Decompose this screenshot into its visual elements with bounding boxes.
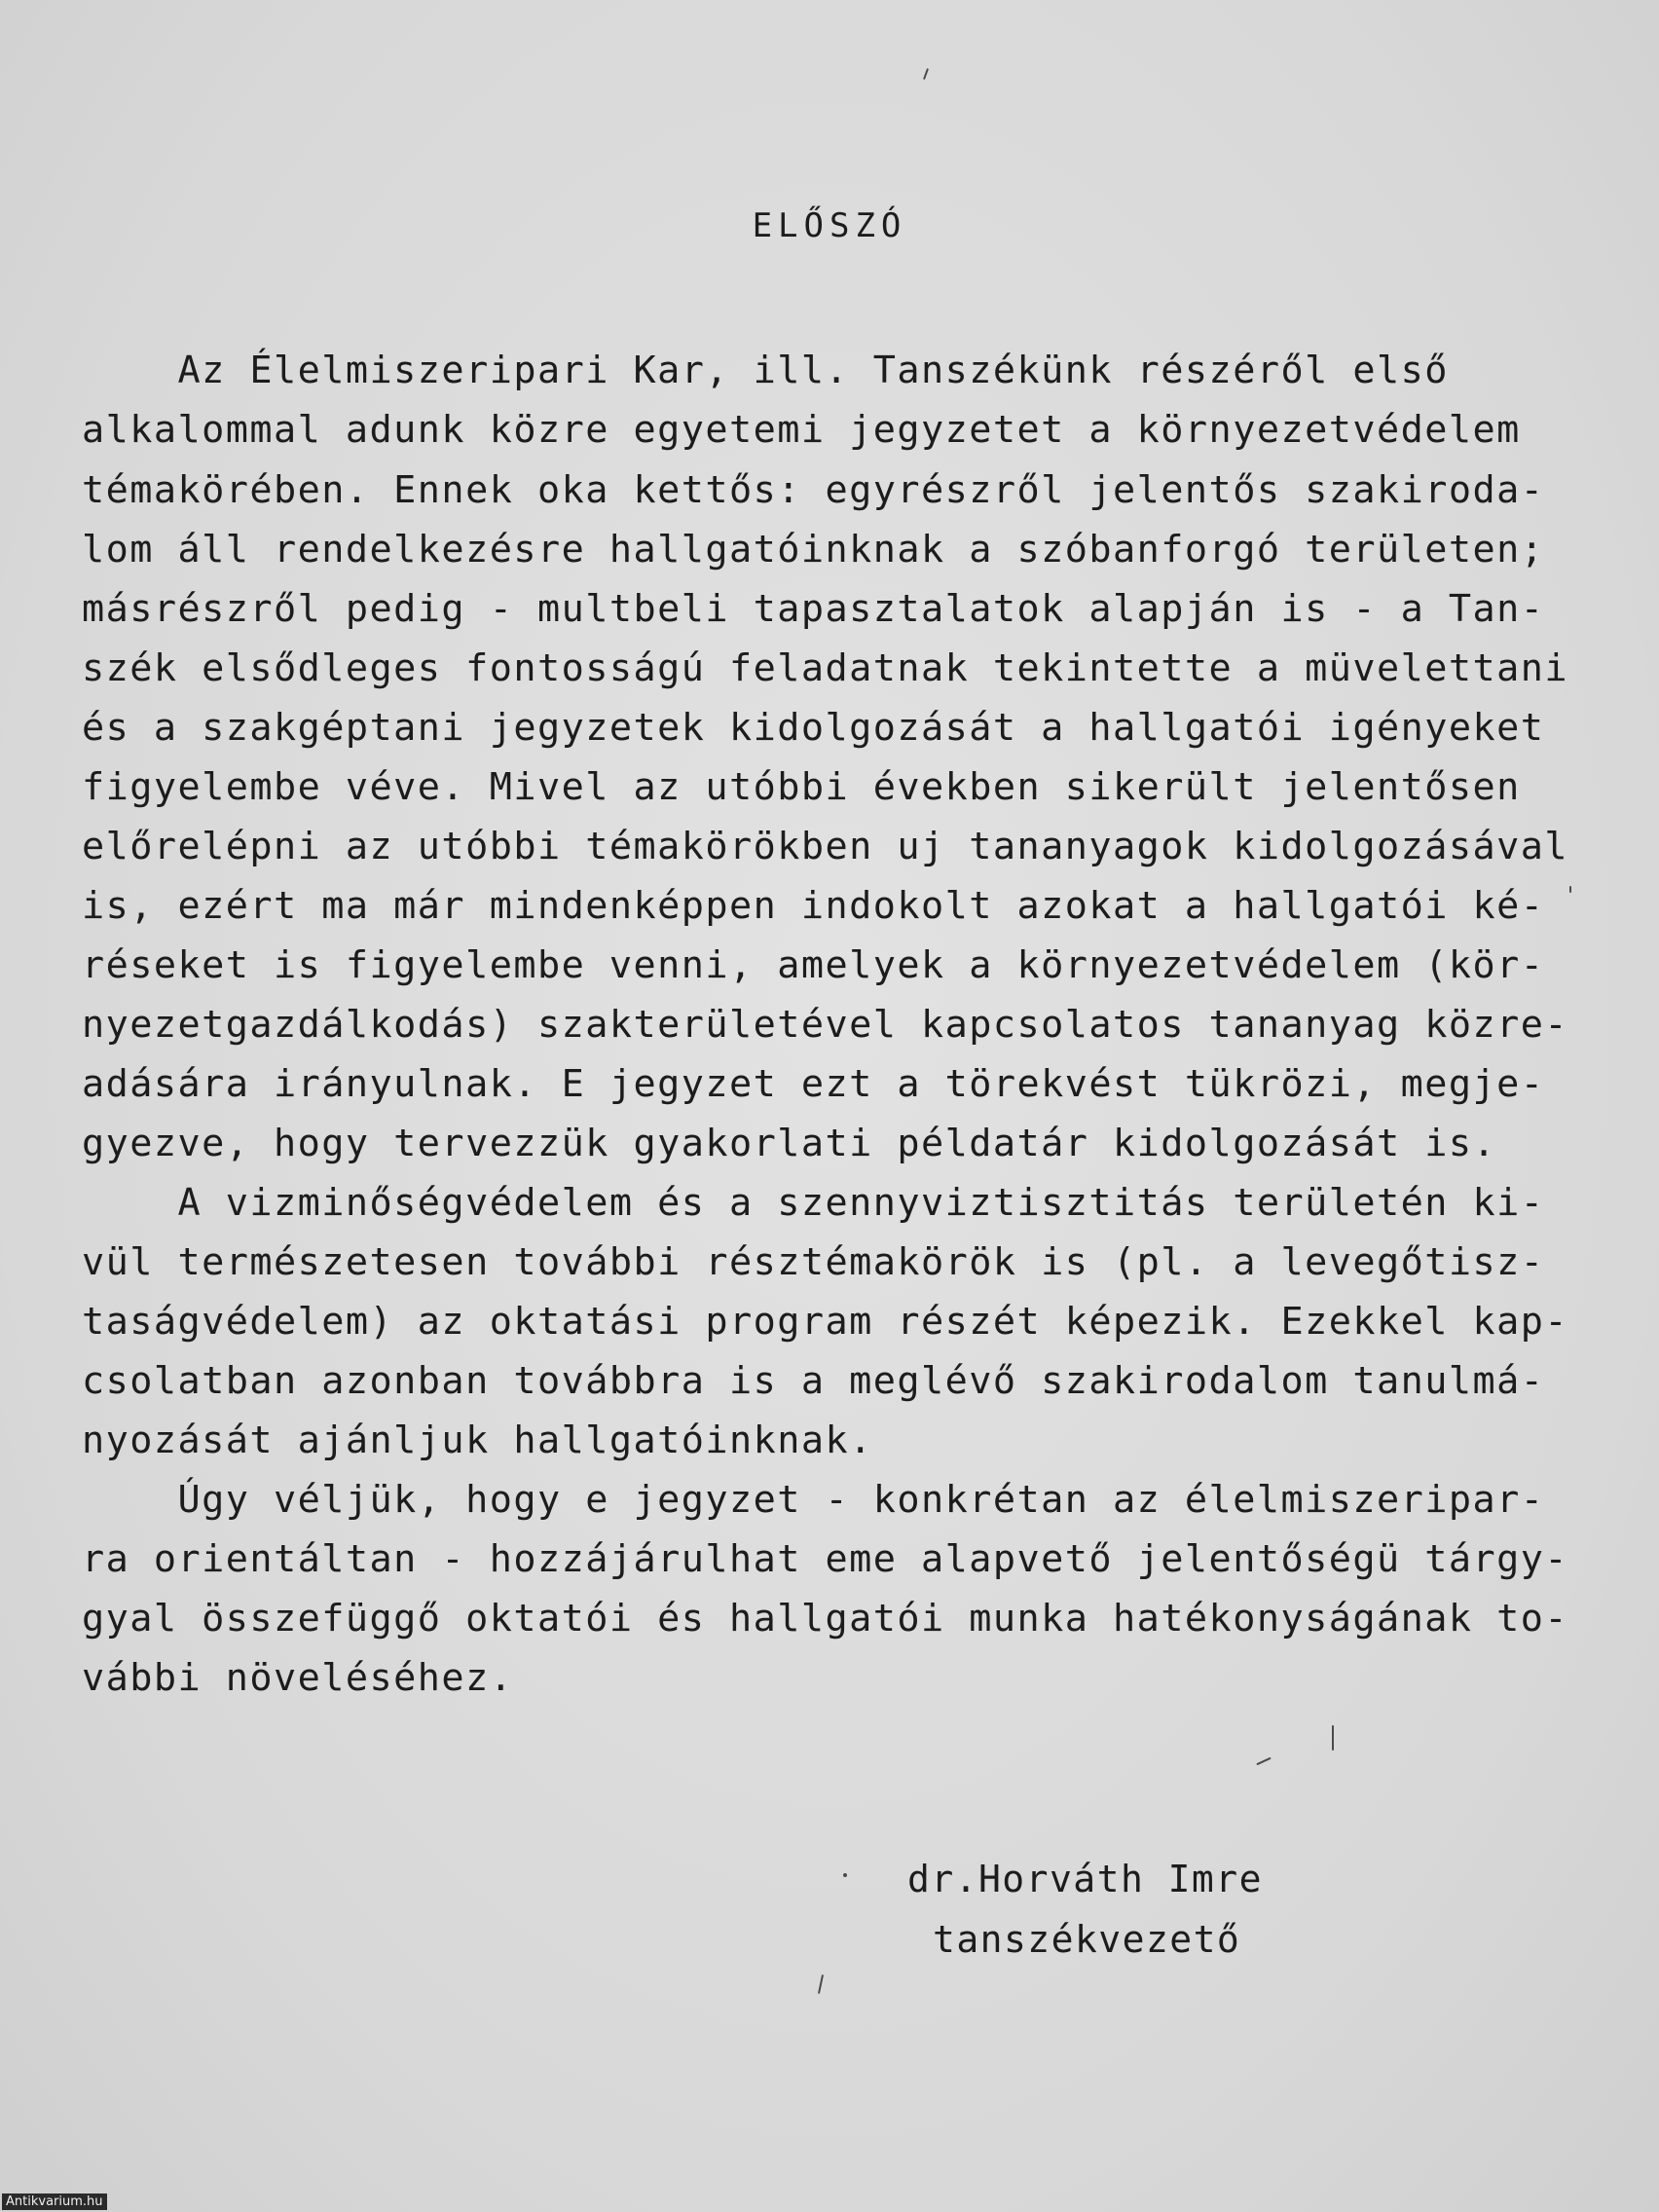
speck <box>1332 1725 1334 1751</box>
speck <box>1569 886 1571 893</box>
page-title: ELŐSZÓ <box>752 206 907 245</box>
text-line: adására irányulnak. E jegyzet ezt a törekvést tükrözi, megje- <box>82 1062 1545 1106</box>
speck <box>1256 1757 1271 1766</box>
text-line: gyal összefüggő oktatói és hallgatói munka hatékonyságának to- <box>82 1597 1568 1641</box>
text-line: nyezetgazdálkodás) szakterületével kapcsolatos tananyag közre- <box>82 1003 1568 1047</box>
text-line: nyozását ajánljuk hallgatóinknak. <box>82 1419 873 1462</box>
text-line: szék elsődleges fontosságú feladatnak tekintette a müvelettani <box>82 646 1568 690</box>
speck <box>843 1873 847 1877</box>
text-line: ra orientáltan - hozzájárulhat eme alapvető jelentőségü tárgy- <box>82 1537 1568 1581</box>
speck <box>923 68 929 80</box>
text-line: A vizminőségvédelem és a szennyviztisztitás területén ki- <box>82 1181 1545 1225</box>
text-line: figyelembe véve. Mivel az utóbbi években sikerült jelentősen <box>82 765 1521 809</box>
text-line: Az Élelmiszeripari Kar, ill. Tanszékünk részéről első <box>82 349 1449 392</box>
text-line: Úgy véljük, hogy e jegyzet - konkrétan az élelmiszeripar- <box>82 1478 1545 1522</box>
text-line: előrelépni az utóbbi témakörökben uj tananyagok kidolgozásával <box>82 825 1568 868</box>
text-line: vábbi növeléséhez. <box>82 1656 514 1700</box>
text-line: is, ezért ma már mindenképpen indokolt azokat a hallgatói ké- <box>82 884 1545 928</box>
speck <box>818 1974 824 1994</box>
text-line: alkalommal adunk közre egyetemi jegyzetet a környezetvédelem <box>82 408 1521 452</box>
watermark: Antikvarium.hu <box>2 2194 107 2210</box>
signature-role: tanszékvezető <box>933 1918 1241 1961</box>
signature-name: dr.Horváth Imre <box>907 1858 1263 1900</box>
text-line: lom áll rendelkezésre hallgatóinknak a szóbanforgó területen; <box>82 528 1545 571</box>
text-line: és a szakgéptani jegyzetek kidolgozását a hallgatói igényeket <box>82 706 1545 750</box>
text-line: taságvédelem) az oktatási program részét képezik. Ezekkel kap- <box>82 1300 1568 1344</box>
text-line: vül természetesen további résztémakörök is (pl. a levegőtisz- <box>82 1240 1545 1284</box>
text-line: réseket is figyelembe venni, amelyek a környezetvédelem (kör- <box>82 943 1545 987</box>
text-line: gyezve, hogy tervezzük gyakorlati példatár kidolgozását is. <box>82 1122 1497 1165</box>
text-line: témakörében. Ennek oka kettős: egyrészről jelentős szakiroda- <box>82 468 1545 512</box>
text-line: másrészről pedig - multbeli tapasztalatok alapján is - a Tan- <box>82 587 1545 631</box>
text-line: csolatban azonban továbbra is a meglévő szakirodalom tanulmá- <box>82 1359 1545 1403</box>
